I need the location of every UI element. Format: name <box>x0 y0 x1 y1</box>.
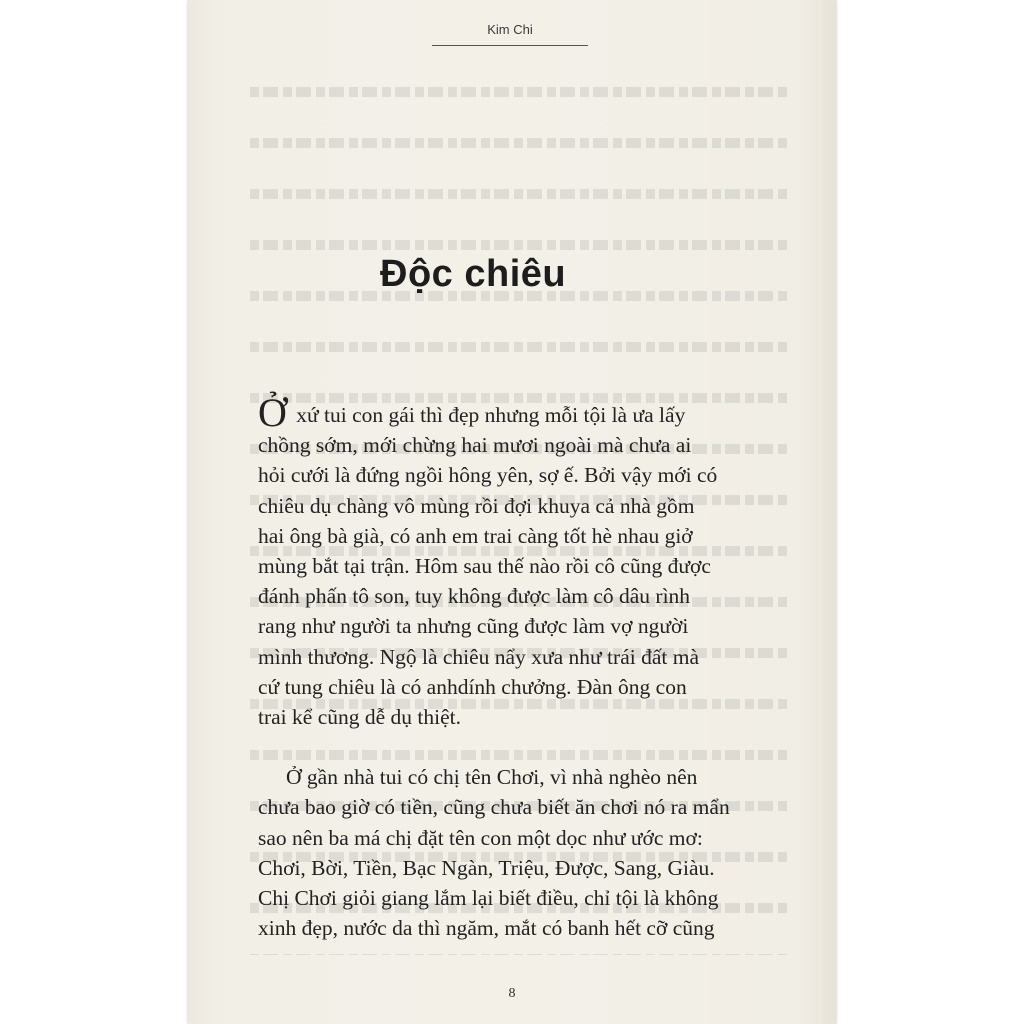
text-line: hai ông bà già, có anh em trai càng tốt hè nhau giở <box>258 523 693 548</box>
text-line: rang như người ta nhưng cũng được làm vợ người <box>258 614 689 639</box>
text-line: mùng bắt tại trận. Hôm sau thế nào rồi cô cũng được <box>258 554 711 579</box>
chapter-title: Độc chiêu <box>380 253 567 295</box>
header-rule <box>432 45 588 46</box>
text-line: hỏi cưới là đứng ngồi hông yên, sợ ế. Bởi vậy mới có <box>258 463 718 488</box>
drop-cap: Ở <box>258 390 287 435</box>
body-text <box>258 390 778 943</box>
text-line: Chơi, Bời, Tiền, Bạc Ngàn, Triệu, Được, Sang, Giàu. <box>258 855 715 880</box>
text-line: xinh đẹp, nước da thì ngăm, mắt có banh hết cỡ cũng <box>258 916 715 941</box>
text-line: sao nên ba má chị đặt tên con một dọc như ước mơ: <box>258 825 703 850</box>
running-header-author: Kim Chi <box>487 22 533 37</box>
text-line: chồng sớm, mới chừng hai mươi ngoài mà chưa ai <box>258 433 692 458</box>
text-line: mình thương. Ngộ là chiêu nẩy xưa như trái đất mà <box>258 644 699 669</box>
text-line: đánh phấn tô son, tuy không được làm cô dâu rình <box>258 584 691 609</box>
text-line: Ở gần nhà tui có chị tên Chơi, vì nhà nghèo nên <box>286 765 698 790</box>
paragraph-1 <box>258 390 778 732</box>
paragraph-2 <box>258 762 778 943</box>
page-number: 8 <box>508 986 516 1001</box>
text-line: chiêu dụ chàng vô mùng rồi đợi khuya cả nhà gồm <box>258 493 695 518</box>
text-line: Chị Chơi giỏi giang lắm lại biết điều, chỉ tội là không <box>258 886 719 911</box>
text-line: chưa bao giờ có tiền, cũng chưa biết ăn chơi nó ra mẩn <box>258 795 730 820</box>
text-line: trai kể cũng dễ dụ thiệt. <box>258 705 461 730</box>
text-line: Ở xứ tui con gái thì đẹp nhưng mỗi tội là ưa lấy <box>258 390 686 435</box>
text-line: cứ tung chiêu là có anhdính chưởng. Đàn ông con <box>258 674 687 699</box>
